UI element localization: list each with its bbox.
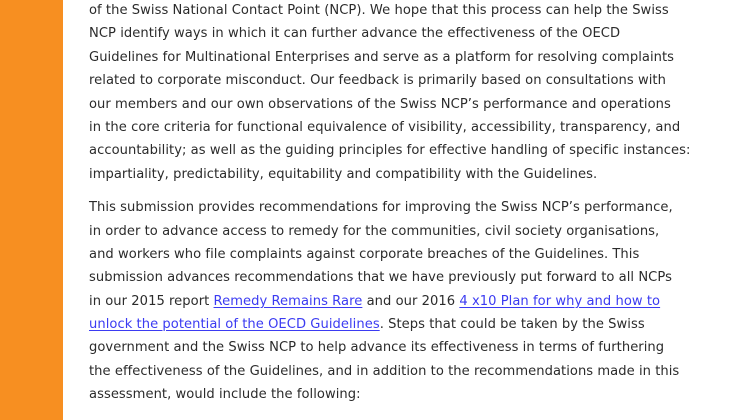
link-4x10-plan-part1[interactable]: 4 x10 Plan for why and how to <box>459 293 661 309</box>
orange-margin-bar <box>0 0 63 420</box>
text-line: our members and our own observations of the Swiss NCP’s performance and operations <box>89 96 671 112</box>
text-line-with-links <box>89 313 729 336</box>
text-line: This submission provides recommendations for improving the Swiss NCP’s performance, <box>89 200 673 216</box>
text-fragment: in our 2015 report <box>89 293 214 309</box>
text-line: accountability; as well as the guiding principles for effective handling of specific instances: <box>89 143 691 159</box>
link-4x10-plan-part2[interactable]: unlock the potential of the OECD Guidelines <box>89 317 380 333</box>
text-line: and workers who file complaints against corporate breaches of the Guidelines. This <box>89 246 640 262</box>
paragraph-ncp-feedback <box>89 0 729 186</box>
text-line: in the core criteria for functional equivalence of visibility, accessibility, transparency, and <box>89 119 681 135</box>
text-line: assessment, would include the following: <box>89 387 361 403</box>
text-line: NCP identify ways in which it can further advance the effectiveness of the OECD <box>89 26 621 42</box>
text-fragment: . Steps that could be taken by the Swiss <box>379 317 645 333</box>
document-body <box>89 0 729 407</box>
paragraph-submission-recommendations <box>89 196 729 407</box>
text-line: Guidelines for Multinational Enterprises and serve as a platform for resolving complaints <box>89 49 675 65</box>
text-line: related to corporate misconduct. Our feedback is primarily based on consultations with <box>89 73 666 89</box>
text-line: impartiality, predictability, equitability and compatibility with the Guidelines. <box>89 166 598 182</box>
text-fragment: and our 2016 <box>362 293 460 309</box>
text-line: submission advances recommendations that we have previously put forward to all NCPs <box>89 270 672 286</box>
link-remedy-remains-rare[interactable]: Remedy Remains Rare <box>213 293 363 309</box>
text-line: the effectiveness of the Guidelines, and in addition to the recommendations made in this <box>89 363 680 379</box>
text-line: government and the Swiss NCP to help advance its effectiveness in terms of furthering <box>89 340 665 356</box>
text-line: in order to advance access to remedy for the communities, civil society organisations, <box>89 223 660 239</box>
text-line-with-links <box>89 290 729 313</box>
text-line: of the Swiss National Contact Point (NCP). We hope that this process can help the Swiss <box>89 3 669 18</box>
